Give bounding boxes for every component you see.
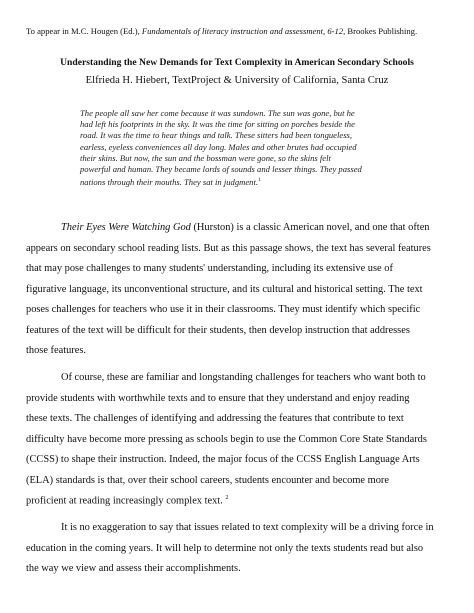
paragraph-1-line: figurative language, its unconventional structure, and its cultural and historical setting. The text — [26, 283, 423, 295]
paragraph-1-line — [61, 222, 430, 233]
epigraph-line-text: nations through their mouths. They sat in judgment. — [80, 177, 259, 188]
publication-book-title: Fundamentals of literacy instruction and assessment, 6-12, — [141, 26, 346, 36]
epigraph-line: powerful and human. They became lords of sounds and lesser things. They passed — [80, 164, 362, 175]
article-author: Elfrieda H. Hiebert, TextProject & University of California, Santa Cruz — [85, 75, 389, 86]
paragraph-2-line: Of course, these are familiar and longstanding challenges for teachers who want both to — [61, 372, 426, 383]
publication-note-prefix: To appear in M.C. Hougen (Ed.), — [26, 26, 142, 36]
paragraph-2-text: proficient at reading increasingly complex text. — [26, 495, 226, 507]
epigraph-line: earless, eyeless conveniences all day long. Males and other brutes had occupied — [80, 141, 357, 152]
paragraph-2-line: difficulty have become more pressing as schools begin to use the Common Core State Standards — [26, 433, 427, 445]
paragraph-2-line: provide students with worthwhile texts and to ensure that they understand and enjoy reading — [26, 392, 410, 404]
paragraph-1-line: poses challenges for teachers who use it in their classrooms. They must identify which specific — [26, 304, 421, 315]
epigraph-line: had left his footprints in the sky. It was the time for sitting on porches beside the — [80, 119, 355, 130]
paragraph-2-line: these texts. The challenges of identifying and addressing the features that contribute to text — [26, 413, 404, 424]
epigraph-line: road. It was the time to hear things and talk. These sitters had been tongueless, — [80, 130, 353, 141]
footnote-marker: 2 — [225, 495, 229, 501]
epigraph-line: The people all saw her come because it was sundown. The sun was gone, but he — [80, 108, 355, 118]
paragraph-1-line: those features. — [26, 345, 87, 356]
paragraph-3-line: It is no exaggeration to say that issues related to text complexity will be a driving force in — [61, 522, 434, 533]
paragraph-1-text: (Hurston) is a classic American novel, and one that often — [190, 222, 430, 233]
paragraph-1-line: that may pose challenges to many students' understanding, including its extensive use of — [26, 263, 393, 274]
footnote-marker: 1 — [258, 177, 261, 184]
article-title: Understanding the New Demands for Text Complexity in American Secondary Schools — [60, 57, 414, 68]
epigraph-quote — [80, 108, 400, 188]
paragraph-3-line: education in the coming years. It will help to determine not only the texts students read but also — [26, 542, 424, 554]
paragraph-2-line: (ELA) standards is that, over their school careers, students encounter and become more — [26, 474, 389, 486]
paragraph-3-line: the way we view and assess their accomplishments. — [26, 563, 241, 574]
paragraph-1-line: features of the text will be difficult for their students, then develop instruction that addresses — [26, 324, 410, 336]
epigraph-line — [80, 175, 400, 188]
paragraph-2-line: (CCSS) to shape their instruction. Indeed, the major focus of the CCSS English Language Arts — [26, 454, 420, 465]
epigraph-line: their skins. But now, the sun and the bossman were gone, so the skins felt — [80, 152, 331, 163]
publication-note-suffix: Brookes Publishing. — [345, 26, 418, 36]
novel-title: Their Eyes Were Watching God — [61, 222, 191, 233]
paragraph-2-line — [26, 495, 228, 506]
paragraph-1-line: appears on secondary school reading lists. But as this passage shows, the text has several features — [26, 242, 431, 254]
publication-note — [26, 26, 417, 36]
